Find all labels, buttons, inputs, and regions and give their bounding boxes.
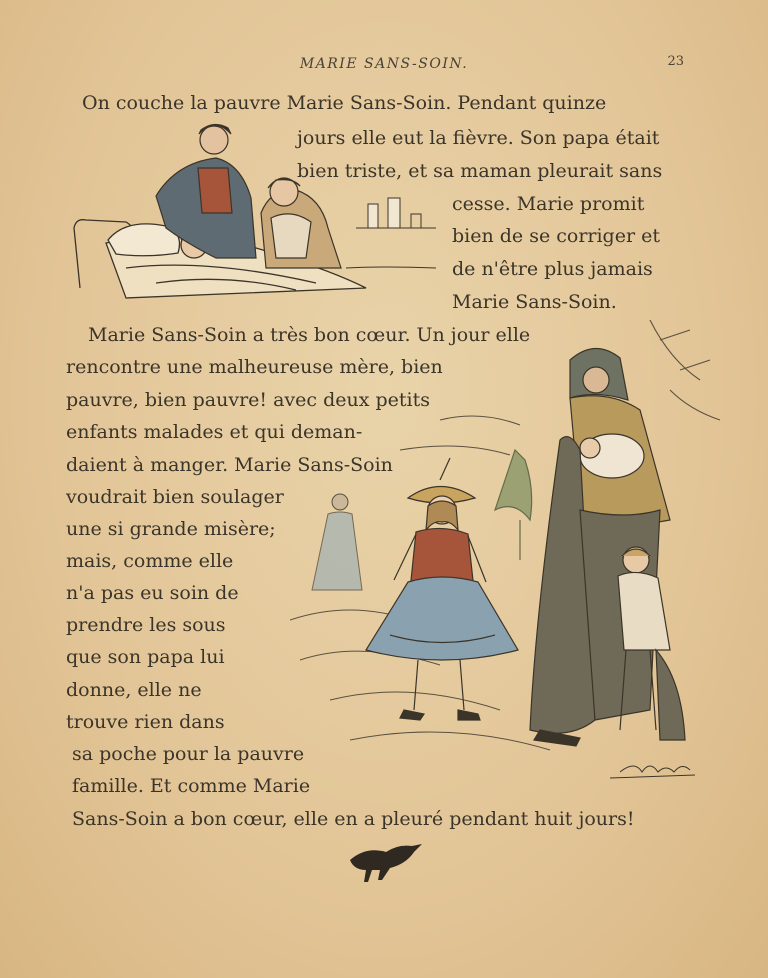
text-line: une si grande misère; [66,518,276,540]
text-line: que son papa lui [66,646,225,668]
text-line: Sans-Soin a bon cœur, elle en a pleuré pendant huit jours! [72,808,635,830]
text-line: n'a pas eu soin de [66,582,239,604]
text-line: jours elle eut la fièvre. Son papa était [297,127,660,149]
page-header [0,56,768,80]
text-line: trouve rien dans [66,711,225,733]
text-line: donne, elle ne [66,679,202,701]
text-line: de n'être plus jamais [452,258,653,280]
text-line: enfants malades et qui deman- [66,421,363,443]
text-line: cesse. Marie promit [452,193,645,215]
text-line: mais, comme elle [66,550,234,572]
page-number: 23 [667,54,684,69]
artist-signature-mark [610,766,695,778]
running-title: MARIE SANS-SOIN. [299,56,469,72]
bird-ornament-icon [346,840,426,886]
text-line: Marie Sans-Soin. [452,291,617,313]
text-line: bien de se corriger et [452,225,660,247]
text-line: bien triste, et sa maman pleurait sans [297,160,663,182]
text-line: Marie Sans-Soin a très bon cœur. Un jour elle [88,324,531,346]
text-line: famille. Et comme Marie [72,775,311,797]
text-line: pauvre, bien pauvre! avec deux petits [66,389,430,411]
text-line: On couche la pauvre Marie Sans-Soin. Pendant quinze [82,92,607,114]
text-line: rencontre une malheureuse mère, bien [66,356,443,378]
text-line: daient à manger. Marie Sans-Soin [66,454,393,476]
text-line: sa poche pour la pauvre [72,743,305,765]
text-line: prendre les sous [66,614,226,636]
text-line: voudrait bien soulager [66,486,284,508]
